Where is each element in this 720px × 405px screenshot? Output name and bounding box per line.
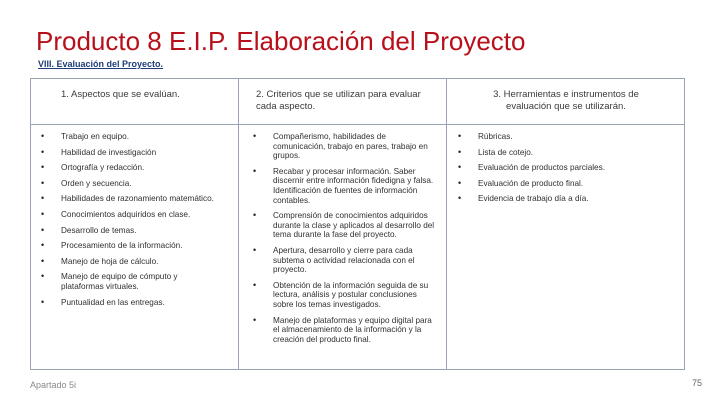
list-item: • Orden y secuencia. bbox=[39, 179, 219, 189]
list-item: • Evaluación de producto final. bbox=[456, 179, 676, 189]
list-item: • Comprensión de conocimientos adquiridos durante la clase y aplicados al desarrollo del tema durante la fase del proyecto. bbox=[251, 211, 436, 240]
aspects-list bbox=[39, 132, 219, 313]
column-divider bbox=[238, 79, 239, 369]
slide-title: Producto 8 E.I.P. Elaboración del Proyecto bbox=[36, 26, 526, 56]
list-item: • Ortografía y redacción. bbox=[39, 163, 219, 173]
evaluation-table bbox=[30, 78, 685, 370]
list-item: • Rúbricas. bbox=[456, 132, 676, 142]
list-item: • Obtención de la información seguida de su lectura, análisis y postular conclusiones sobre los temas investigados. bbox=[251, 281, 436, 310]
footer-label: Apartado 5i bbox=[30, 380, 77, 390]
list-item: • Habilidades de razonamiento matemático. bbox=[39, 194, 219, 204]
page-number: 75 bbox=[691, 378, 702, 388]
list-item: • Manejo de plataformas y equipo digital para el almacenamiento de la información y la creación del producto final. bbox=[251, 316, 436, 345]
list-item: • Manejo de equipo de cómputo y plataformas virtuales. bbox=[39, 272, 219, 291]
list-item: • Puntualidad en las entregas. bbox=[39, 298, 219, 308]
list-item: • Trabajo en equipo. bbox=[39, 132, 219, 142]
list-item: • Evidencia de trabajo día a día. bbox=[456, 194, 676, 204]
list-item: • Manejo de hoja de cálculo. bbox=[39, 257, 219, 267]
column-header-criteria: 2. Criterios que se utilizan para evaluar cada aspecto. bbox=[256, 89, 421, 112]
column-header-aspects: 1. Aspectos que se evalúan. bbox=[61, 89, 180, 100]
list-item: • Lista de cotejo. bbox=[456, 148, 676, 158]
list-item: • Apertura, desarrollo y cierre para cada subtema o actividad relacionada con el proyecto. bbox=[251, 246, 436, 275]
list-item: • Desarrollo de temas. bbox=[39, 226, 219, 236]
tools-list bbox=[456, 132, 676, 210]
column-divider bbox=[446, 79, 447, 369]
section-title: VIII. Evaluación del Proyecto. bbox=[38, 59, 164, 69]
header-divider bbox=[31, 124, 684, 125]
criteria-list bbox=[251, 132, 436, 350]
list-item: • Compañerismo, habilidades de comunicación, trabajo en pares, trabajo en grupos. bbox=[251, 132, 436, 161]
list-item: • Evaluación de productos parciales. bbox=[456, 163, 676, 173]
list-item: • Procesamiento de la información. bbox=[39, 241, 219, 251]
list-item: • Recabar y procesar información. Saber discernir entre información fidedigna y falsa. Identificación de fuentes de información contables. bbox=[251, 167, 436, 205]
column-header-tools: 3. Herramientas e instrumentos de evaluación que se utilizarán. bbox=[493, 89, 639, 112]
list-item: • Conocimientos adquiridos en clase. bbox=[39, 210, 219, 220]
list-item: • Habilidad de investigación bbox=[39, 148, 219, 158]
